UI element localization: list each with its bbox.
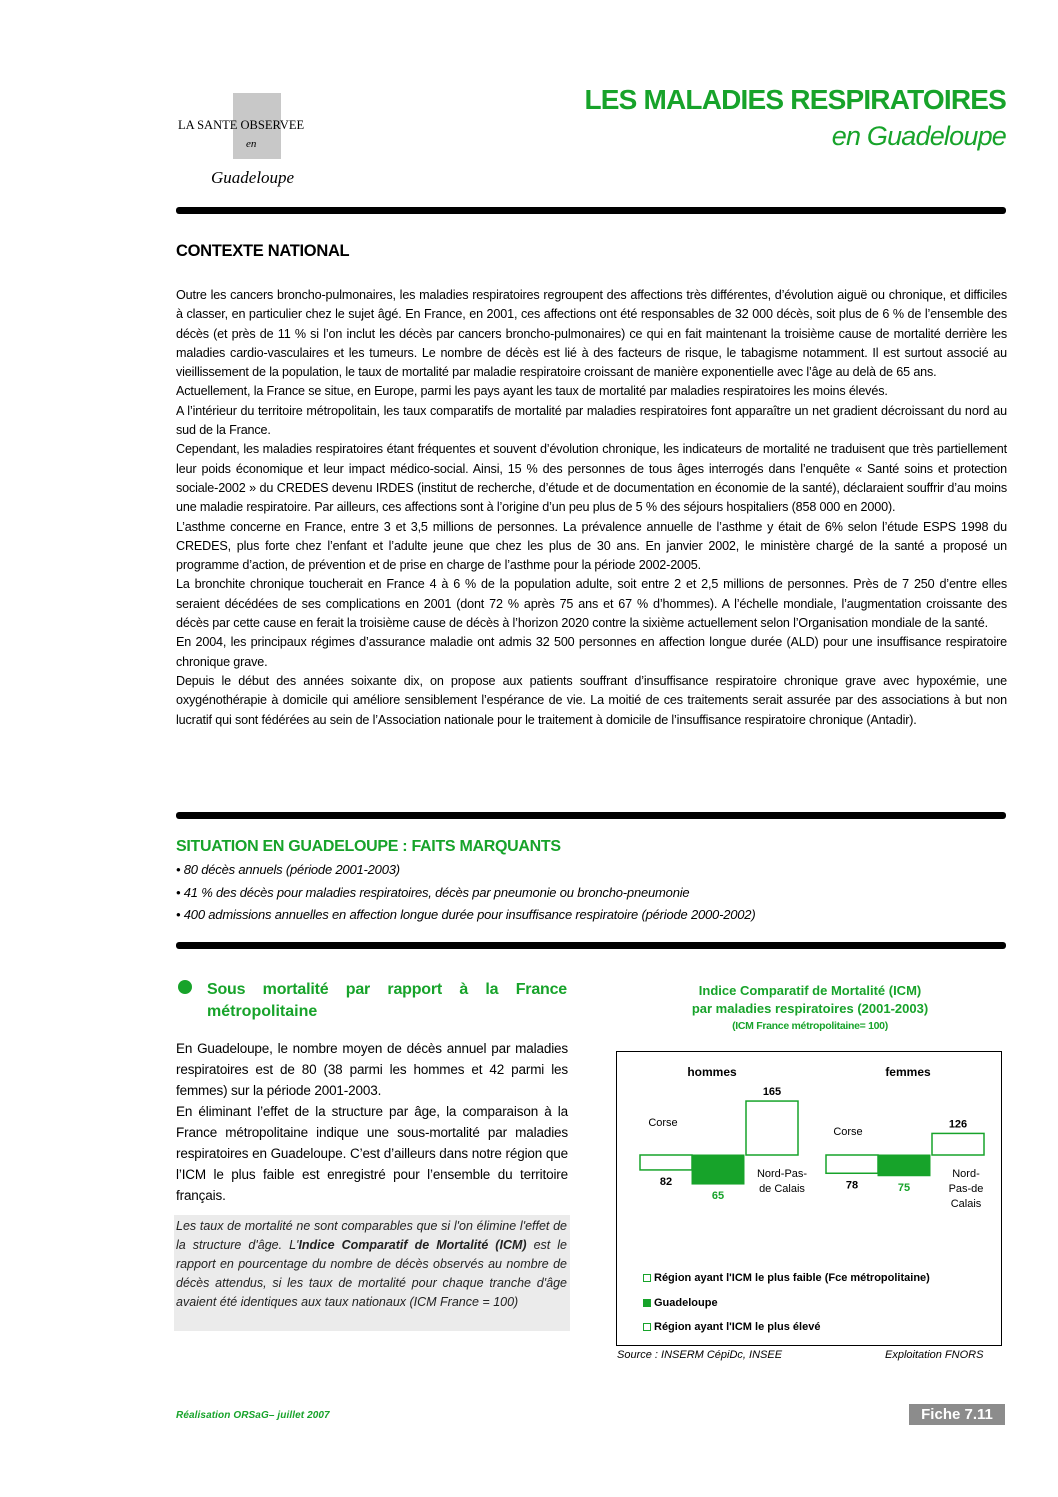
paragraph: L’asthme concerne en France, entre 3 et 3,5 millions de personnes. La prévalence annuelle de l’asthme y était de 6% selon l’étude ESPS 1998 du CREDES, plus forte chez l’enfant et l’adulte jeune que chez les plus de 30 ans. En janvier 2002, le ministère chargé de la santé a proposé un programme d’action, de prévention et de prise en charge de l’asthme pour la période 2002-2005. bbox=[176, 519, 1007, 573]
section-divider bbox=[176, 812, 1006, 819]
chart-source: Source : INSERM CépiDc, INSEE bbox=[617, 1349, 783, 1361]
subsection-title: Sous mortalité par rapport à la France bbox=[207, 981, 567, 998]
region-label-femmes-highest-1: Nord- bbox=[952, 1168, 980, 1180]
paragraph: En éliminant l’effet de la structure par âge, la comparaison à la France métropolitaine indique une sous-mortalité par maladies respiratoires en Guadeloupe. C’est d’ailleurs dans notre région que l’ICM le plus faible est enregistré pour l’ensemble du territoire français. bbox=[176, 1104, 568, 1203]
section-heading-contexte: CONTEXTE NATIONAL bbox=[176, 242, 350, 260]
data-label-femmes-lowest: 78 bbox=[845, 1179, 859, 1192]
bullet-item: • 41 % des décès pour maladies respiratoires, décès par pneumonie ou broncho-pneumonie bbox=[176, 885, 690, 900]
note-text-bold: Indice Comparatif de Mortalité (ICM) bbox=[298, 1238, 527, 1252]
paragraph: Outre les cancers broncho-pulmonaires, les maladies respiratoires regroupent des affections très différentes, d’évolution aiguë ou chronique, et difficiles à classer, en particulier chez le sujet âgé. En France, en 2001, ces affections ont été responsables de 32 000 décès, soit plus de 6 % de l’ensemble des décès (et près de 11 % si l’on inclut les décès par cancers broncho-pulmonaires) ce qui en fait maintenant la troisième cause de mortalité derrière les maladies cardio-vasculaires et les tumeurs. Le nombre de décès est lié à des facteurs de risque, le tabagisme notamment. Il est surtout associé au vieillissement de la population, le taux de mortalité par maladie respiratoire croissant de manière exponentielle avec l’âge au delà de 65 ans. bbox=[176, 288, 1007, 380]
header-divider bbox=[176, 207, 1006, 214]
bar-femmes-highest-region bbox=[932, 1133, 984, 1155]
data-label-hommes-guadeloupe: 65 bbox=[711, 1190, 725, 1203]
region-label-femmes-highest-2: Pas-de bbox=[948, 1183, 984, 1195]
group-label-femmes: femmes bbox=[885, 1065, 931, 1079]
legend-item bbox=[643, 1272, 930, 1284]
note-text-part: est le rapport en pourcentage du nombre de décès observés au nombre de décès attendus, si les taux de mortalité pour chaque tranche d'âge avaient été identiques aux taux nationaux (ICM France = 100) bbox=[176, 1238, 567, 1309]
region-label-hommes-highest-1: Nord-Pas- bbox=[756, 1168, 808, 1180]
bullet-item: • 400 admissions annuelles en affection longue durée pour insuffisance respiratoire (période 2000-2002) bbox=[176, 907, 756, 922]
note-text-part: Les taux de mortalité ne sont comparables que si l'on élimine l'effet de la structure d'âge. L' bbox=[176, 1219, 567, 1252]
data-label-hommes-highest: 165 bbox=[762, 1086, 782, 1099]
chart-exploitation: Exploitation FNORS bbox=[885, 1349, 984, 1361]
note-text bbox=[176, 1217, 567, 1312]
paragraph: La bronchite chronique toucherait en France 4 à 6 % de la population adulte, soit entre 2 et 2,5 millions de personnes. Près de 7 250 d’entre elles seraient décédées de ses complications en 2001 (dont 72 % après 75 ans et 67 % d’hommes). A l’échelle mondiale, l’augmentation croissante des décès par cette cause en ferait la troisième cause de décès à l’horizon 2020 contre la sixième actuellement selon l’Organisation mondiale de la santé. bbox=[176, 577, 1007, 631]
paragraph: Cependant, les maladies respiratoires étant fréquentes et souvent d’évolution chronique, les indicateurs de mortalité ne traduisent que très partiellement leur poids économique et leur impact médico-social. Ainsi, 15 % des personnes de tous âges interrogés dans l’enquête « Santé soins et protection sociale-2002 » du CREDES devenu IRDES (institut de recherche, d’étude et de documentation en économie de la santé), déclaraient souffrir d’au moins une maladie respiratoire. Par ailleurs, ces affections sont à l’origine d’un peu plus de 5 % des séjours hospitaliers (858 000 en 2000). bbox=[176, 442, 1007, 515]
logo-text-en: en bbox=[246, 138, 257, 150]
region-label-femmes-lowest: Corse bbox=[833, 1126, 863, 1138]
legend-item bbox=[643, 1297, 718, 1309]
bar-femmes-guadeloupe bbox=[878, 1155, 930, 1176]
data-label-femmes-highest: 126 bbox=[948, 1118, 968, 1131]
bar-hommes-lowest-region bbox=[640, 1155, 692, 1170]
contexte-body bbox=[176, 286, 1007, 730]
logo-text-region: Guadeloupe bbox=[211, 168, 295, 187]
subsection-body bbox=[176, 1038, 568, 1206]
fiche-badge: Fiche 7.11 bbox=[909, 1404, 1005, 1425]
legend-outline-swatch-icon bbox=[643, 1274, 651, 1282]
logo-text: LA SANTE OBSERVEE bbox=[178, 118, 305, 132]
region-label-hommes-lowest: Corse bbox=[648, 1117, 678, 1129]
chart-title: Indice Comparatif de Mortalité (ICM) bbox=[698, 983, 922, 998]
chart-plot bbox=[616, 1051, 1002, 1261]
bullet-dot-icon bbox=[178, 980, 192, 994]
data-label-femmes-guadeloupe: 75 bbox=[897, 1181, 911, 1194]
group-label-hommes: hommes bbox=[687, 1065, 737, 1079]
region-label-femmes-highest-3: Calais bbox=[950, 1198, 982, 1210]
bar-hommes-highest-region bbox=[746, 1101, 798, 1155]
page-subtitle: en Guadeloupe bbox=[831, 121, 1006, 151]
legend-label: Guadeloupe bbox=[654, 1297, 718, 1309]
chart-note: (ICM France métropolitaine= 100) bbox=[732, 1020, 888, 1032]
section-heading-situation: SITUATION EN GUADELOUPE : FAITS MARQUANTS bbox=[176, 838, 561, 855]
bar-femmes-lowest-region bbox=[826, 1155, 878, 1173]
footer-credit: Réalisation ORSaG– juillet 2007 bbox=[176, 1410, 330, 1421]
paragraph: En Guadeloupe, le nombre moyen de décès annuel par maladies respiratoires est de 80 (38 parmi les hommes et 42 parmi les femmes) sur la période 2001-2003. bbox=[176, 1041, 568, 1098]
legend-label: Région ayant l'ICM le plus faible (Fce métropolitaine) bbox=[654, 1272, 930, 1284]
legend-item bbox=[643, 1321, 820, 1333]
data-label-hommes-lowest: 82 bbox=[659, 1175, 673, 1188]
page-title: LES MALADIES RESPIRATOIRES bbox=[584, 84, 1006, 115]
subsection-title-continued: métropolitaine bbox=[207, 1003, 318, 1020]
bullet-item: • 80 décès annuels (période 2001-2003) bbox=[176, 862, 400, 877]
paragraph: Actuellement, la France se situe, en Europe, parmi les pays ayant les taux de mortalité par maladies respiratoires les moins élevés. bbox=[176, 384, 888, 399]
bar-hommes-guadeloupe bbox=[692, 1155, 744, 1184]
legend-label: Région ayant l'ICM le plus élevé bbox=[654, 1321, 821, 1333]
section-divider bbox=[176, 942, 1006, 949]
paragraph: En 2004, les principaux régimes d’assurance maladie ont admis 32 500 personnes en affection longue durée (ALD) pour une insuffisance respiratoire chronique grave. bbox=[176, 635, 1007, 669]
legend-filled-swatch-icon bbox=[643, 1299, 651, 1307]
legend-outline-swatch-icon bbox=[643, 1323, 651, 1331]
paragraph: A l’intérieur du territoire métropolitain, les taux comparatifs de mortalité par maladies respiratoires font apparaître un net gradient décroissant du nord au sud de la France. bbox=[176, 403, 1007, 438]
region-label-hommes-highest-2: de Calais bbox=[759, 1183, 805, 1195]
chart-subtitle: par maladies respiratoires (2001-2003) bbox=[691, 1001, 929, 1016]
paragraph: Depuis le début des années soixante dix, on propose aux patients souffrant d’insuffisance respiratoire chronique grave avec hypoxémie, une oxygénothérapie à domicile qui améliore sensiblement l’espérance de vie. La moitié de ces traitements serait assurée par des associations à but non lucratif qui sont fédérées au sein de l’Association nationale pour le traitement à domicile de l’insuffisance respiratoire chronique (Antadir). bbox=[176, 673, 1007, 727]
